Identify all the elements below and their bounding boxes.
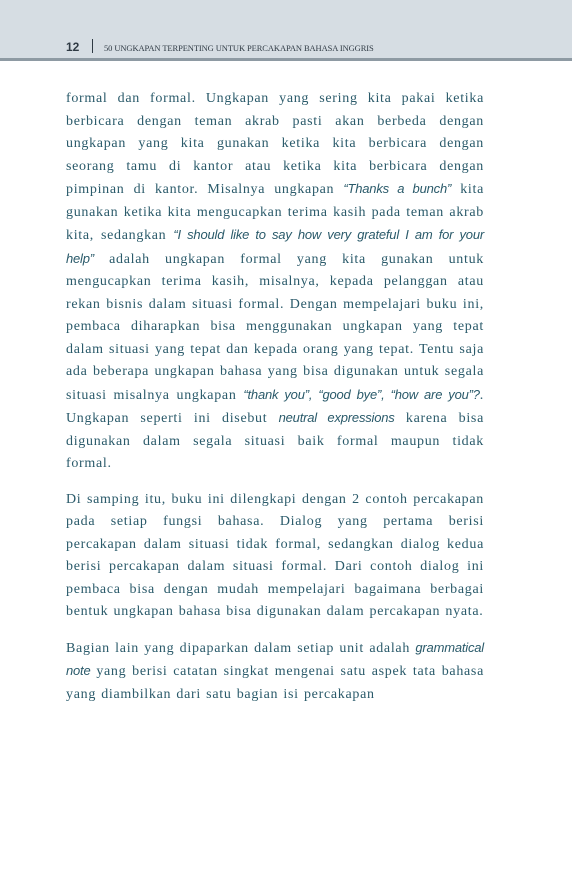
text-run: kita gunakan ketika kita mengucapkan terima kasih pada teman akrab kita, sedangkan [66,182,484,243]
text-run: Bagian lain yang dipaparkan dalam setiap unit adalah [66,640,416,656]
italic-phrase: neutral expressions [278,410,395,425]
header-rule [0,58,572,61]
text-run: formal dan formal. Ungkapan yang sering kita pakai ketika berbicara dengan teman akrab pasti akan berbeda dengan ungkapan yang kita gunakan ketika kita berbicara dengan seorang tamu di kantor atau ketika kita berbicara dengan pimpinan di kantor. Misalnya ungkapan [66,91,484,197]
italic-phrase: grammatical note [66,639,484,678]
italic-phrase: “thank you”, “good bye”, “how are you”? [243,386,480,402]
text-run: karena bisa digunakan dalam segala situasi baik formal maupun tidak formal. [66,411,484,471]
paragraph [66,489,484,624]
paragraph [66,88,484,476]
italic-phrase: “Thanks a bunch” [343,181,452,196]
text-run: Di samping itu, buku ini dilengkapi dengan 2 contoh percakapan pada setiap fungsi bahasa. Dialog yang pertama berisi percakapan dalam situasi tidak formal, sedangkan dialog kedua berisi percakapan dalam situasi formal. Dari contoh dialog ini pembaca bisa dengan mudah mempelajari bagaimana berbagai bentuk ungkapan bahasa bisa digunakan dalam percakapan nyata. [66,491,484,619]
text-run: yang berisi catatan singkat mengenai satu aspek tata bahasa yang diambilkan dari satu bagian isi percakapan [66,664,484,702]
italic-phrase: “I should like to say how very grateful I am for your help” [66,227,484,266]
running-title: 50 UNGKAPAN TERPENTING UNTUK PERCAKAPAN BAHASA INGGRIS [104,43,374,53]
text-run: adalah ungkapan formal yang kita gunakan untuk mengucapkan terima kasih, misalnya, kepada pelanggan atau rekan bisnis dalam situasi formal. Dengan mempelajari buku ini, pembaca diharapkan bisa menggunakan ungkapan yang tepat dalam situasi yang tepat dan kepada orang yang tepat. Tentu saja ada beberapa ungkapan bahasa yang bisa digunakan untuk segala situasi misalnya ungkapan [66,251,484,403]
page-number: 12 [66,40,80,54]
paragraph [66,637,484,707]
text-run: . Ungkapan seperti ini disebut [66,387,484,426]
header-separator [92,39,93,53]
body-text [66,88,484,719]
